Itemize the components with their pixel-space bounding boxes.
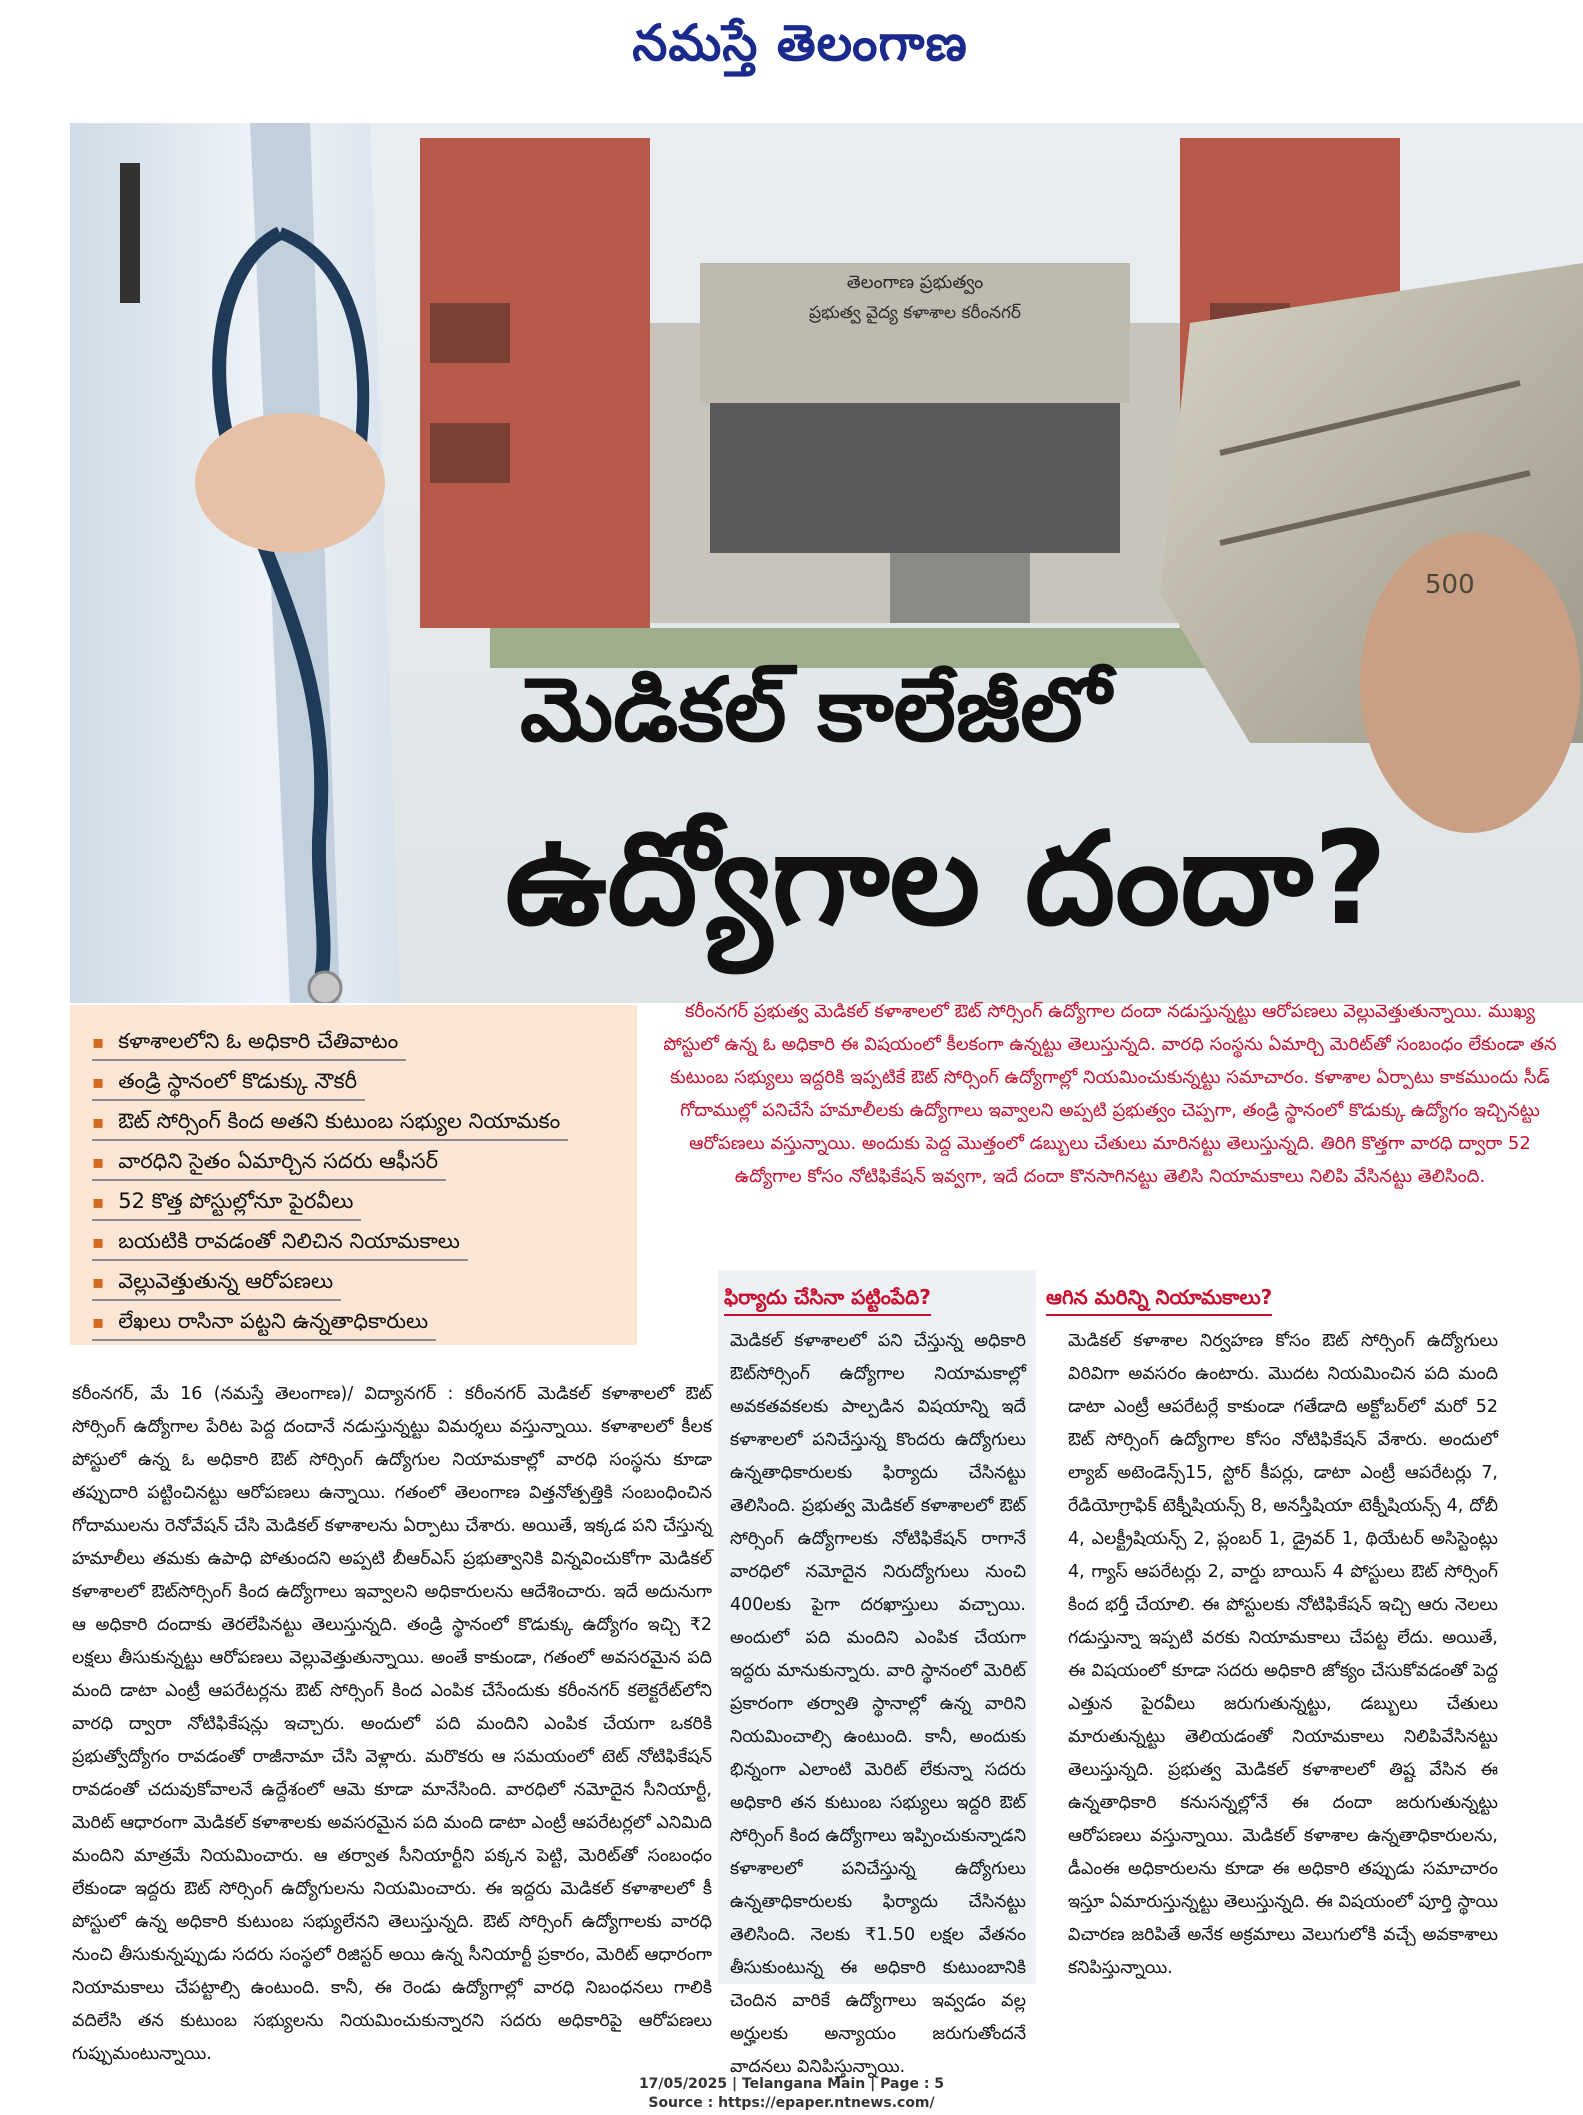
highlight-item: ▪ వారధిని సైతం ఏమార్చిన సదరు ఆఫీసర్ [92,1141,446,1181]
headline-line1: మెడికల్ కాలేజీలో [520,658,1111,761]
note-denomination: 500 [1425,570,1475,600]
article-column-2: మెడికల్ కళాశాలలో పని చేస్తున్న అధికారి ఔట్‌సోర్సింగ్ ఉద్యోగాల నియామకాల్లో అవకతవకలకు పాల్పడిన విషయాన్ని ఇదే కళాశాలలో పనిచేస్తున్న కొందరు ఉద్యోగులు ఉన్నతాధికారులకు ఫిర్యాదు చేసినట్టు తెలిసింది. ప్రభుత్వ మెడికల్ కళాశాలలో ఔట్ సోర్సింగ్ ఉద్యోగాలకు నోటిఫికేషన్ రాగానే వారధిలో నమోదైన నిరుద్యోగులు నుంచి 400లకు పైగా దరఖాస్తులు వచ్చాయి. అందులో పది మందిని ఎంపిక చేయగా ఇద్దరు మానుకున్నారు. వారి స్థానంలో మెరిట్ ప్రకారంగా తర్వాతి స్థానాల్లో ఉన్న వారిని నియమించాల్సి ఉంటుంది. కానీ, అందుకు భిన్నంగా ఎలాంటి మెరిట్ లేకున్నా సదరు అధికారి తన కుటుంబ సభ్యులు ఇద్దరి ఔట్ సోర్సింగ్ కింద ఉద్యోగాలు ఇప్పించుకున్నాడని కళాశాలలో పనిచేస్తున్న ఉద్యోగులు ఉన్నతాధికారులకు ఫిర్యాదు చేసినట్టు తెలిసింది. నెలకు ₹1.50 లక్షల వేతనం తీసుకుంటున్న ఈ అధికారి కుటుంబానికి చెందిన వారికే ఉద్యోగాలు ఇవ్వడం వల్ల అర్హులకు అన్యాయం జరుగుతోందనే వాదనలు వినిపిస్తున్నాయి. [730,1331,1026,2077]
headline-line2: ఉద్యోగాల దందా? [505,805,1388,954]
building-sign-line2: ప్రభుత్వ వైద్య కళాశాల కరీంనగర్ [809,303,1021,323]
highlight-item: ▪ తండ్రి స్థానంలో కొడుక్కు నౌకరీ [92,1061,365,1101]
building-sign-line1: తెలంగాణ ప్రభుత్వం [846,272,984,293]
page-footer [0,2075,1583,2113]
column-2-heading: ఫిర్యాదు చేసినా పట్టింపేది? [724,1280,931,1316]
highlight-item: ▪ 52 కొత్త పోస్టుల్లోనూ పైరవీలు [92,1181,361,1221]
highlight-item: ▪ కళాశాలలోని ఓ అధికారి చేతివాటం [92,1021,406,1061]
footer-edition-info: 17/05/2025 | Telangana Main | Page : 5 [638,2076,945,2092]
article-column-3: మెడికల్ కళాశాల నిర్వహణ కోసం ఔట్ సోర్సింగ్ ఉద్యోగులు విరివిగా అవసరం ఉంటారు. మొదట నియమించిన పది మంది డాటా ఎంట్రీ ఆపరేటర్లే కాకుండా గతేడాది అక్టోబర్‌లో మరో 52 ఔట్ సోర్సింగ్ ఉద్యోగాల కోసం నోటిఫికేషన్ వేశారు. అందులో ల్యాబ్ అటెండెన్స్15, స్టోర్ కీపర్లు, డాటా ఎంట్రీ ఆపరేటర్లు 7, రేడియోగ్రాఫిక్ టెక్నీషియన్స్ 8, అనస్తీషియా టెక్నీషియన్స్ 4, దోబీ 4, ఎలక్ట్రీషియన్స్ 2, ప్లంబర్ 1, డ్రైవర్ 1, థియేటర్ అసిస్టెంట్లు 4, గ్యాస్ ఆపరేటర్లు 2, వార్డు బాయిస్ 4 పోస్టులు ఔట్ సోర్సింగ్ కింద భర్తీ చేయాలి. ఈ పోస్టులకు నోటిఫికేషన్ ఇచ్చి ఆరు నెలలు గడుస్తున్నా ఇప్పటి వరకు నియామకాలు చేపట్ట లేదు. అయితే, ఈ విషయంలో కూడా సదరు అధికారి జోక్యం చేసుకోవడంతో పెద్ద ఎత్తున పైరవీలు జరుగుతున్నట్టు, డబ్బులు చేతులు మారుతున్నట్టు తెలియడంతో నియామకాలు నిలిపివేసినట్టు తెలుస్తున్నది. ప్రభుత్వ మెడికల్ కళాశాలలో తిష్ట వేసిన ఈ ఉన్నతాధికారి కనుసన్నల్లోనే ఈ దందా జరుగుతున్నట్టు ఆరోపణలు వస్తున్నాయి. మెడికల్ కళాశాల ఉన్నతాధికారులను, డీఎంఈ అధికారులను కూడా ఈ అధికారి తప్పుడు సమాచారం ఇస్తూ ఏమారుస్తున్నట్టు తెలుస్తున్నది. ఈ విషయంలో పూర్తి స్థాయి విచారణ జరిపితే అనేక అక్రమాలు వెలుగులోకి వచ్చే అవకాశాలు కనిపిస్తున్నాయి. [1068,1331,1498,1978]
highlights-box [70,1005,637,1345]
footer-source-link[interactable]: Source : https://epaper.ntnews.com/ [648,2095,935,2111]
highlight-item: ▪ లేఖలు రాసినా పట్టని ఉన్నతాధికారులు [92,1301,436,1341]
doctor-figure [70,123,400,1003]
highlight-item: ▪ బయటికి రావడంతో నిలిచిన నియామకాలు [92,1221,468,1261]
lead-paragraph: కరీంనగర్ ప్రభుత్వ మెడికల్ కళాశాలలో ఔట్ సోర్సింగ్ ఉద్యోగాల దందా నడుస్తున్నట్టు ఆరోపణలు వెల్లువెత్తుతున్నాయి. ముఖ్య పోస్టులో ఉన్న ఓ అధికారి ఈ విషయంలో కీలకంగా ఉన్నట్టు తెలుస్తున్నది. వారధి సంస్థను ఏమార్చి మెరిట్‌తో సంబంధం లేకుండా తన కుటుంబ సభ్యులు ఇద్దరికి ఇప్పటికే ఔట్ సోర్సింగ్ ఉద్యోగాల్లో నియమించుకున్నట్టు సమాచారం. కళాశాల ఏర్పాటు కాకముందు సీడ్ గోదాముల్లో పనిచేసే హమాలీలకు ఉద్యోగాలు ఇవ్వాలని అప్పటి ప్రభుత్వం చెప్పగా, తండ్రి స్థానంలో కొడుక్కు ఉద్యోగం ఇచ్చినట్టు ఆరోపణలు వస్తున్నాయి. అందుకు పెద్ద మొత్తంలో డబ్బులు చేతులు మారినట్టు తెలుస్తున్నది. తిరిగి కొత్తగా వారధి ద్వారా 52 ఉద్యోగాల కోసం నోటిఫికేషన్ ఇవ్వగా, ఇదే దందా కొనసాగినట్టు తెలిసి నియామకాలు నిలిపి వేసినట్టు తెలిసింది. [663,1001,1557,1187]
article-column-1: కరీంనగర్, మే 16 (నమస్తే తెలంగాణ)/ విద్యానగర్ : కరీంనగర్ మెడికల్ కళాశాలలో ఔట్ సోర్సింగ్ ఉద్యోగాల పేరిట పెద్ద దందానే నడుస్తున్నట్టు విమర్శలు వస్తున్నాయి. కళాశాలలో కీలక పోస్టులో ఉన్న ఓ అధికారి ఔట్ సోర్సింగ్ ఉద్యోగుల నియామకాల్లో వారధి సంస్థను కూడా తప్పుదారి పట్టించినట్టు ఆరోపణలు ఉన్నాయి. గతంలో తెలంగాణ విత్తనోత్పత్తికి సంబంధించిన గోదాములను రెనోవేషన్ చేసి మెడికల్ కళాశాలను ఏర్పాటు చేశారు. అయితే, ఇక్కడ పని చేస్తున్న హమాలీలు తమకు ఉపాధి పోతుందని అప్పటి బీఆర్‌ఎస్ ప్రభుత్వానికి విన్నవించుకోగా మెడికల్ కళాశాలలో ఔట్‌సోర్సింగ్ కింద ఉద్యోగాలు ఇవ్వాలని అధికారులను ఆదేశించారు. ఇదే అదునుగా ఆ అధికారి దందాకు తెరలేపినట్టు తెలుస్తున్నది. తండ్రి స్థానంలో కొడుక్కు ఉద్యోగం ఇచ్చి ₹2 లక్షలు తీసుకున్నట్టు ఆరోపణలు వెల్లువెత్తుతున్నాయి. అంతే కాకుండా, గతంలో అవసరమైన పది మంది డాటా ఎంట్రీ ఆపరేటర్లను ఔట్ సోర్సింగ్ కింద ఎంపిక చేసేందుకు కరీంనగర్ కలెక్టరేట్‌లోని వారధి ద్వారా నోటిఫికేషన్లు ఇచ్చారు. అందులో పది మందిని ఎంపిక చేయగా ఒకరికి ప్రభుత్వోద్యోగం రావడంతో రాజీనామా చేసి వెళ్లారు. మరొకరు ఆ సమయంలో టెట్ నోటిఫికేషన్ రావడంతో చదువుకోవాలనే ఉద్దేశంలో ఆమె కూడా మానేసింది. వారధిలో నమోదైన సీనియార్టీ, మెరిట్ ఆధారంగా మెడికల్ కళాశాలకు అవసరమైన పది మంది డాటా ఎంట్రీ ఆపరేటర్లలో ఎనిమిది మందిని మాత్రమే నియమించారు. ఆ తర్వాత సీనియార్టీని పక్కన పెట్టి, మెరిట్‌తో సంబంధం లేకుండా ఇద్దరు ఔట్ సోర్సింగ్ ఉద్యోగులను నియమించారు. ఈ ఇద్దరు మెడికల్ కళాశాలలో కీ పోస్టులో ఉన్న అధికారి కుటుంబ సభ్యులేనని తెలుస్తున్నది. ఔట్ సోర్సింగ్ ఉద్యోగాలకు వారధి నుంచి తీసుకున్నప్పుడు సదరు సంస్థలో రిజిస్టర్ అయి ఉన్న సీనియార్టీ ప్రకారం, మెరిట్ ఆధారంగా నియామకాలు చేపట్టాల్సి ఉంటుంది. కానీ, ఈ రెండు ఉద్యోగాల్లో వారధి నిబంధనలు గాలికి వదిలేసి తన కుటుంబ సభ్యులను నియమించుకున్నారని సదరు అధికారిపై ఆరోపణలు గుప్పుమంటున్నాయి. [72,1384,712,2064]
column-3-heading: ఆగిన మరిన్ని నియామకాలు? [1046,1280,1272,1316]
highlight-item: ▪ ఔట్ సోర్సింగ్ కింద అతని కుటుంబ సభ్యుల నియామకం [92,1101,568,1141]
newspaper-masthead: నమస్తే తెలంగాణ [632,13,968,72]
highlight-item: ▪ వెల్లువెత్తుతున్న ఆరోపణలు [92,1261,341,1301]
